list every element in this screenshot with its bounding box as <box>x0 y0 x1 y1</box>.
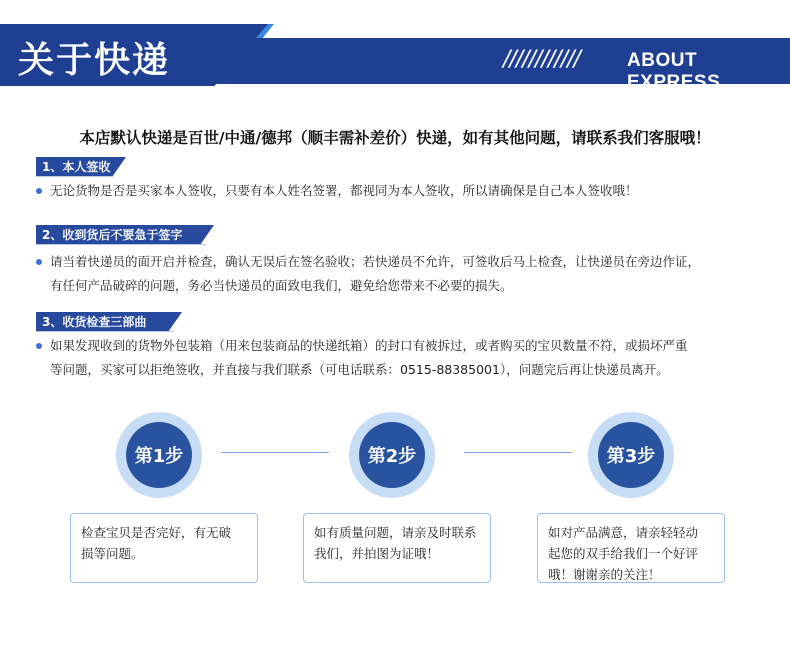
step-3-circle <box>588 412 674 498</box>
step-2-circle <box>349 412 435 498</box>
step-2-line-1: 如有质量问题，请亲及时联系 <box>314 525 477 540</box>
step-1-label: 第1步 <box>126 422 192 488</box>
step-1-line-1: 检查宝贝是否完好，有无破 <box>81 525 232 540</box>
step-1-circle <box>116 412 202 498</box>
section-1-label: 1、本人签收 <box>36 157 112 177</box>
section-3-line-2: 等问题，买家可以拒绝签收，并直接与我们联系（可电话联系：0515-88385001），问题完后再让快递员离开。 <box>50 362 669 377</box>
step-2-line-2: 我们，并拍图为证哦！ <box>314 546 440 561</box>
step-2-label: 第2步 <box>359 422 425 488</box>
step-3-label: 第3步 <box>598 422 664 488</box>
step-3-line-3: 哦！谢谢亲的关注！ <box>548 567 661 582</box>
step-3-line-1: 如对产品满意，请亲轻轻动 <box>548 525 699 540</box>
section-3-line-1: 如果发现收到的货物外包装箱（用来包装商品的快递纸箱）的封口有被拆过，或者购买的宝贝数量不符，或损坏严重 <box>50 338 688 353</box>
header-subtitle: ABOUT EXPRESS <box>627 50 721 93</box>
section-3-text <box>50 334 770 382</box>
page-title: 关于快递 <box>18 40 171 81</box>
section-3-label: 3、收货检查三部曲 <box>36 312 168 332</box>
step-2-box <box>303 513 491 583</box>
section-2-line-1: 请当着快递员的面开启并检查，确认无误后在签名验收；若快递员不允许，可签收后马上检查，让快递员在旁边作证， <box>50 254 701 269</box>
intro-text: 本店默认快递是百世/中通/德邦（顺丰需补差价）快递，如有其他问题，请联系我们客服哦！ <box>79 129 711 147</box>
bullet-icon <box>36 343 42 349</box>
step-1-box <box>70 513 258 583</box>
step-connector-1 <box>221 452 329 453</box>
header-slashes: //////////// <box>503 47 580 72</box>
step-3-box <box>537 513 725 583</box>
section-2-label: 2、收到货后不要急于签字 <box>36 225 200 245</box>
step-connector-2 <box>464 452 572 453</box>
section-1-text <box>50 179 770 203</box>
bullet-icon <box>36 188 42 194</box>
section-2-text <box>50 250 770 298</box>
section-2-line-2: 有任何产品破碎的问题，务必当快递员的面致电我们，避免给您带来不必要的损失。 <box>50 278 513 293</box>
section-1-line-1: 无论货物是否是买家本人签收，只要有本人姓名签署，都视同为本人签收，所以请确保是自己本人签收哦！ <box>50 183 638 198</box>
bullet-icon <box>36 259 42 265</box>
step-1-line-2: 损等问题。 <box>81 546 144 561</box>
section-2-divider <box>36 244 206 245</box>
section-1-divider <box>36 176 112 177</box>
step-3-line-2: 起您的双手给我们一个好评 <box>548 546 699 561</box>
section-3-divider <box>36 331 174 332</box>
